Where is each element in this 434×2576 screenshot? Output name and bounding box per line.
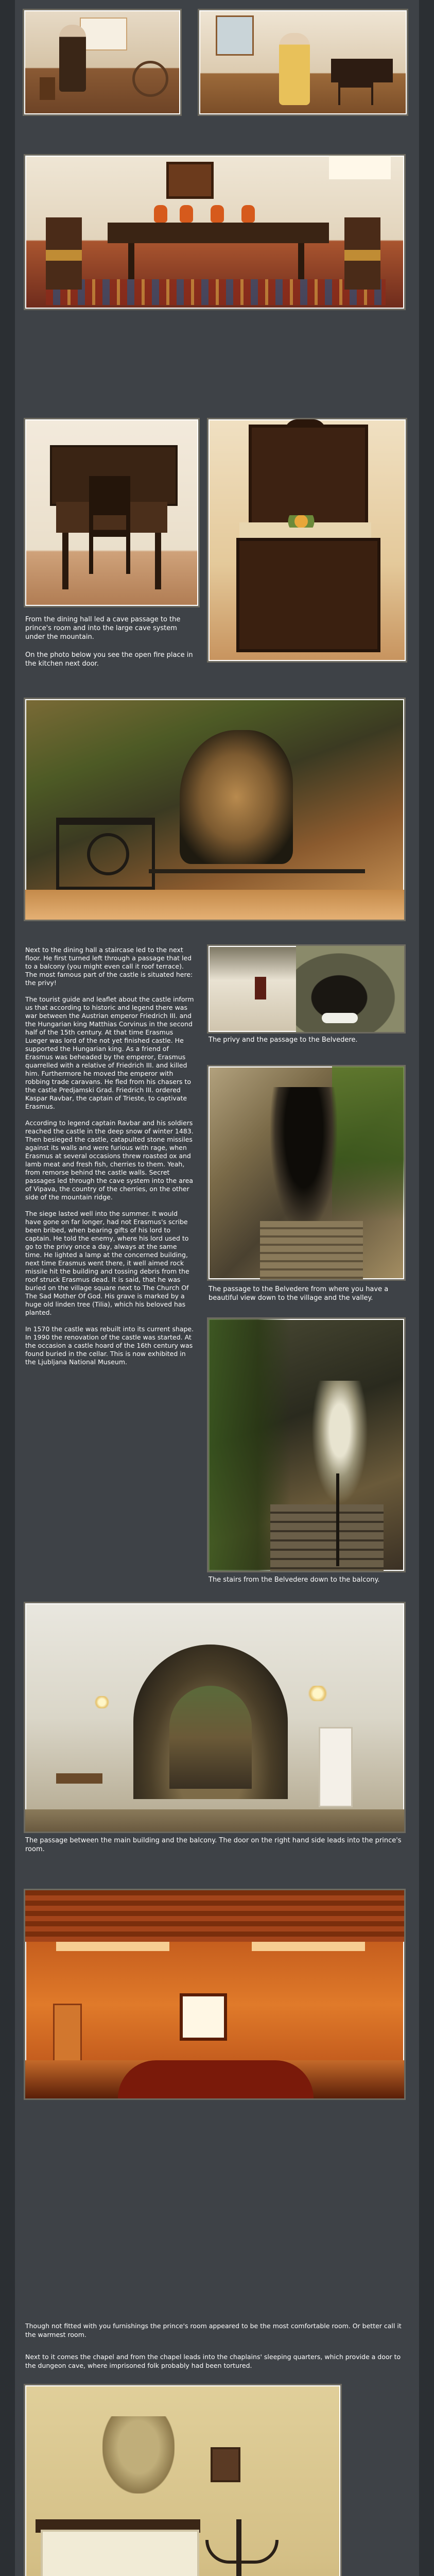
dining-caption-line-1: From the dining hall led a cave passage to the prince's room and into the large cave system under the mountain. — [25, 616, 181, 641]
prince-room-photo — [25, 1890, 404, 2098]
candelabra-arms-shape — [205, 2540, 279, 2564]
jug-shape — [180, 205, 193, 223]
floor-shape — [25, 1809, 404, 1832]
warm-room-caption: Though not fitted with you furnishings the prince's room appeared to be the most comfortable room. Or better call it the warmest room. — [25, 2322, 402, 2338]
window-shape — [216, 15, 254, 56]
spinning-wheel-shape — [132, 61, 168, 97]
table-leg-shape — [298, 243, 304, 279]
chapel-caption: Next to it comes the chapel and from the chapel leads into the chaplains' sleeping quarters, which provide a door to the dungeon cave, where imprisoned folk probably had been tortured. — [25, 2353, 401, 2369]
story-paragraph-5: In 1570 the castle was rebuilt into its current shape. In 1990 the renovation of the castle was started. At the occasion a castle hoard of the 16th century was found buried in the cellar. This is now exhibited in the Ljubljana National Museum. — [25, 1325, 194, 1366]
stairs-shape — [270, 1504, 384, 1571]
jug-shape — [241, 205, 255, 223]
cave-opening-shape — [180, 730, 293, 864]
chair-shape — [344, 217, 380, 290]
belvedere-caption: The passage to the Belvedere from where you have a beautiful view down to the village and the valley. — [209, 1285, 389, 1302]
door-shape — [255, 977, 266, 999]
belvedere-stairs-photo — [209, 1319, 404, 1571]
passage-shape — [270, 1087, 337, 1231]
cabinet-base-shape — [236, 538, 380, 652]
chapel-photo — [25, 2385, 340, 2576]
story-paragraph-2: The tourist guide and leaflet about the castle inform us that according to historic and legend there was war between the Austrian emperor Friedrich III. and the Hungarian king Matthias Corvinus in the second half of the 15th century. At that time Erasmus Lueger was lord of the not yet finished castle. He supported the Hungarian king. As a friend of Erasmus was beheaded by the emperor, Erasmus quarrelled with a relative of Friedrich III. and killed him. Furthermore he moved the emperor with robbing trade caravans. He fled from his chasers to the castle Predjamski Grad. Friedrich III. ordered Kaspar Ravbar, the captain of Trieste, to captivate Erasmus. — [25, 995, 194, 1110]
chair-shape — [46, 217, 82, 290]
stairs-shape — [260, 1221, 363, 1279]
spinning-room-photo — [24, 10, 180, 114]
rug-shape — [118, 2060, 314, 2098]
wall-painting-shape — [166, 162, 214, 199]
window-shape — [80, 18, 127, 50]
cave-passage-photo — [25, 699, 404, 920]
story-paragraph-3: According to legend captain Ravbar and his soldiers reached the castle in the deep snow of winter 1483. Then besieged the castle, catapulted stone missiles against its walls and were furious with rage, when Erasmus at several occasions threw roasted ox and lamb meat and fresh fish, cherries to them. Yeah, from remorse behind the castle walls. Secret passages led through the cave system into the area of Vipava, the country of the cherries, on the other side of the mountain ridge. — [25, 1119, 194, 1201]
table-shape — [108, 223, 329, 243]
rug-shape — [46, 279, 386, 305]
handrail-shape — [336, 1473, 339, 1566]
chair-shape — [40, 77, 55, 100]
light-strip-shape — [56, 1942, 169, 1951]
ceiling-shape — [25, 1890, 404, 1942]
chair-shape — [89, 476, 130, 574]
window-shape — [329, 156, 391, 179]
daylight-shape — [311, 1381, 368, 1504]
desk-leg-shape — [155, 533, 161, 589]
story-paragraph-1: Next to the dining hall a staircase led to the next floor. He first turned left through a passage that led to a balcony (you might even call it roof terrace). The most famous part of the castle is situated here: the privy! — [25, 946, 193, 987]
stairs-caption: The stairs from the Belvedere down to the balcony. — [209, 1576, 380, 1584]
cabinet-top-shape — [249, 425, 368, 529]
story-paragraph-4: The siege lasted well into the summer. It would have gone on far longer, had not Erasmus's scribe been bribed, when bearing gifts of his lord to captain. He told the enemy, where his lord used to go to the privy once a day, always at the same time. He lighted a lamp at the concerned building, next time Erasmus went there, it well aimed rock missile hit the building and tossing debris from the roof struck Erasmus dead. It is said, that he was buried on the village square next to The Church Of The Sad Mother Of God. His grave is marked by a huge old linden tree (Tilia), which his beloved has planted. — [25, 1210, 189, 1316]
wall-lamp-shape — [307, 1686, 328, 1701]
dining-hall-photo — [25, 156, 404, 309]
table-leg-shape — [128, 243, 134, 279]
door-shape — [319, 1727, 353, 1807]
bench-shape — [56, 1773, 102, 1784]
door-shape — [53, 2004, 82, 2063]
light-strip-shape — [252, 1942, 365, 1951]
story-text — [25, 946, 195, 1375]
wall-lamp-shape — [94, 1696, 110, 1708]
privy-caption: The privy and the passage to the Belvedere. — [209, 1036, 358, 1044]
stool-shape — [338, 82, 373, 105]
building-passage-photo — [25, 1603, 404, 1832]
wall-picture-shape — [211, 2447, 240, 2482]
inner-cave-shape — [169, 1686, 252, 1789]
desk-leg-shape — [62, 533, 68, 589]
plant-shape — [322, 1013, 358, 1023]
privy-photo — [209, 946, 404, 1032]
flowers-shape — [281, 515, 322, 528]
window-shape — [180, 1993, 227, 2041]
museum-room-photo — [199, 10, 407, 114]
dining-caption — [25, 615, 198, 668]
jug-shape — [211, 205, 224, 223]
rail-shape — [149, 869, 365, 873]
piano-shape — [331, 59, 393, 82]
passage-caption: The passage between the main building and the balcony. The door on the right hand side leads into the prince's room. — [25, 1837, 402, 1853]
altar-shape — [41, 2530, 199, 2576]
relief-shape — [102, 2416, 175, 2494]
figure-shape — [59, 25, 86, 92]
floor-shape — [25, 890, 404, 920]
dining-caption-line-2: On the photo below you see the open fire place in the kitchen next door. — [25, 651, 193, 668]
machine-wheel-shape — [87, 833, 129, 875]
page-panel — [15, 0, 419, 2576]
figure-shape — [279, 33, 310, 105]
candelabra-stem-shape — [236, 2519, 241, 2576]
jug-shape — [154, 205, 167, 223]
writing-desk-photo — [25, 419, 198, 606]
moss-shape — [332, 1066, 404, 1221]
belvedere-passage-photo — [209, 1066, 404, 1279]
carved-cabinet-photo — [209, 419, 406, 661]
